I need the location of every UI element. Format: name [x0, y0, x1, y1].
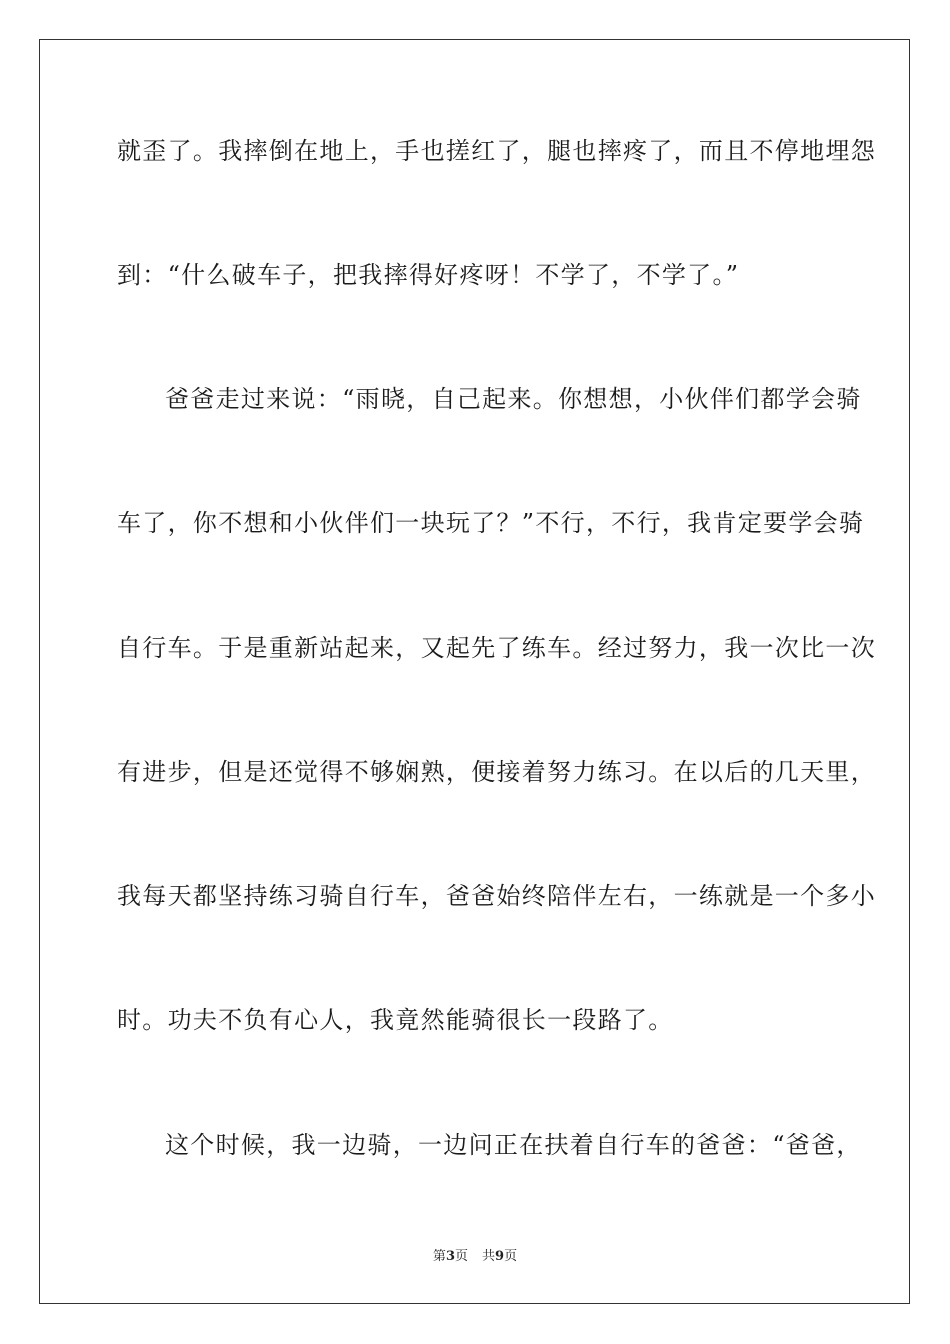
total-pages-number: 9: [495, 1249, 505, 1264]
body-text-line: 到：“什么破车子，把我摔得好疼呀！不学了，不学了。”: [117, 261, 740, 289]
body-text-line: 时。功夫不负有心人，我竟然能骑很长一段路了。: [117, 1006, 674, 1034]
total-prefix: 共: [482, 1249, 496, 1264]
current-page-number: 3: [445, 1249, 455, 1264]
page-prefix: 第: [432, 1249, 446, 1264]
body-text-line: 车了，你不想和小伙伴们一块玩了？”不行，不行，我肯定要学会骑: [117, 509, 865, 537]
body-text-line: 自行车。于是重新站起来，又起先了练车。经过努力，我一次比一次: [117, 634, 876, 662]
body-text-line: 就歪了。我摔倒在地上，手也搓红了，腿也摔疼了，而且不停地埋怨: [117, 137, 876, 165]
page-unit: 页: [454, 1249, 468, 1264]
page-border: [39, 39, 910, 1304]
total-unit: 页: [504, 1249, 518, 1264]
paragraph-first-line: 这个时候，我一边骑，一边问正在扶着自行车的爸爸：“爸爸，: [165, 1131, 862, 1159]
body-text-line: 我每天都坚持练习骑自行车，爸爸始终陪伴左右，一练就是一个多小: [117, 882, 876, 910]
body-text-line: 有进步，但是还觉得不够娴熟，便接着努力练习。在以后的几天里，: [117, 758, 876, 786]
page-footer: [0, 1248, 950, 1266]
paragraph-first-line: 爸爸走过来说：“雨晓，自己起来。你想想，小伙伴们都学会骑: [165, 385, 862, 413]
